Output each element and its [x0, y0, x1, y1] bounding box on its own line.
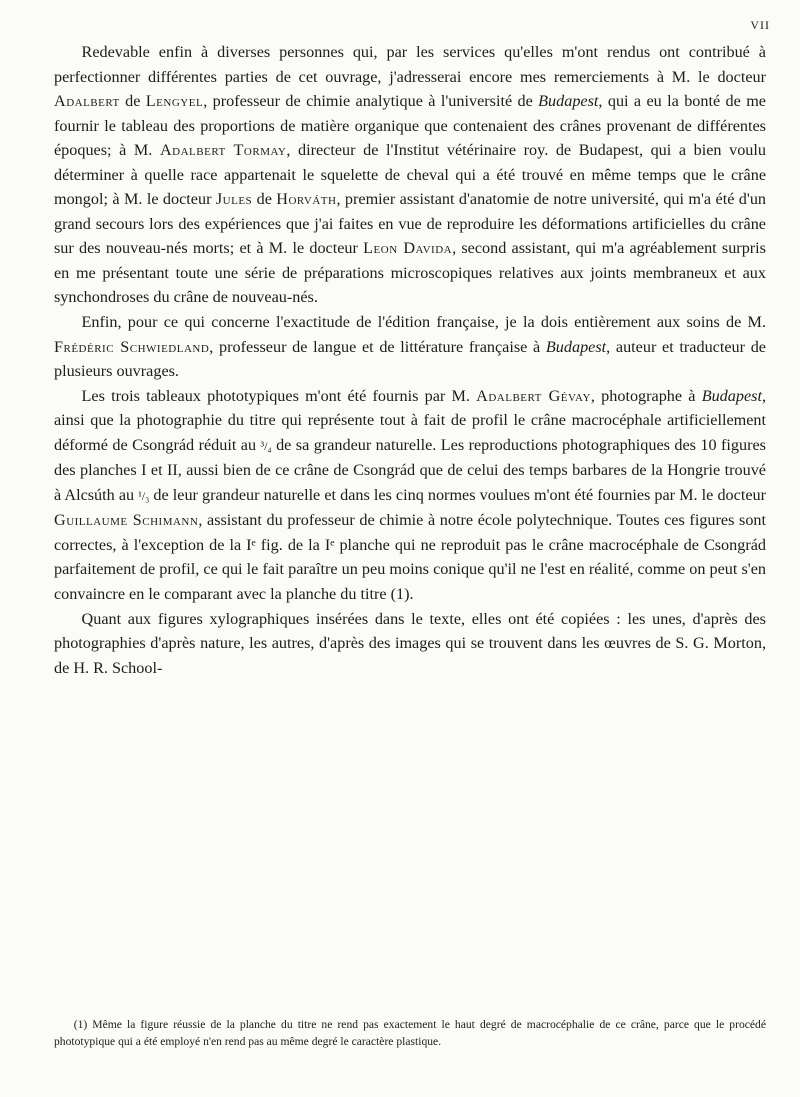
place-name: Budapest [545, 337, 607, 356]
place-name: Budapest [538, 92, 599, 111]
body-text [54, 40, 766, 680]
person-name: Horváth [276, 190, 337, 209]
person-name: Lengyel [145, 92, 204, 111]
person-name: Jules [215, 190, 253, 209]
fraction: ³/₄ [260, 438, 272, 453]
footnote: (1) Même la figure réussie de la planche du titre ne rend pas exactement le haut degré de macrocéphalie de ce crâne, parce que le procédé phototypique qui a été employé n'en rend pas au même degré le caractère plastique. [54, 1018, 766, 1048]
paragraph-xylographs: Quant aux figures xylographiques insérées dans le texte, elles ont été copiées : les unes, d'après des photographies d'après nature, les autres, d'après des images qui se trouvent dans les œuvres de S. G. Morton, de H. R. School- [54, 609, 766, 677]
person-name: Adalbert Gévay [476, 386, 591, 405]
person-name: Adalbert Tormay [159, 141, 287, 160]
person-name: Adalbert [54, 92, 120, 111]
fraction: ¹/₃ [138, 488, 150, 503]
paragraph-acknowledgements: Redevable enfin à diverses personnes qui, par les services qu'elles m'ont rendus ont contribué à perfectionner différentes parties de cet ouvrage, j'adresserai encore mes remerciements à M. le docteur Adalbert de Lengyel, professeur de chimie analytique à l'université de Budapest, qui a eu la bonté de me fournir le tableau des proportions de matière organique que contenaient des crânes provenant de différentes époques; à M. Adalbert Tormay, directeur de l'Institut vétérinaire roy. de Budapest, qui a bien voulu déterminer à quelle race appartenait le squelette de cheval qui a été trouvé en même temps que le crâne mongol; à M. le docteur Jules de Horváth, premier assistant d'anatomie de notre université, qui m'a été d'un grand secours lors des expériences que j'ai faites en vue de reproduire les déformations artificielles du crâne sur des nouveau-nés morts; et à M. le docteur Leon Davida, second assistant, qui m'a agréablement surpris en me présentant toute une série de préparations microscopiques relatives aux joints membraneux et aux synchondroses du crâne de nouveau-nés. [54, 43, 767, 307]
place-name: Budapest [701, 386, 762, 405]
person-name: Leon Davida [363, 239, 453, 258]
person-name: Frédéric Schwiedland [54, 337, 210, 356]
paragraph-phototypes: Les trois tableaux phototypiques m'ont été fournis par M. Adalbert Gévay, photographe à Budapest, ainsi que la photographie du titre qui représente tout à fait de profil le crâne macrocéphale artificiellement déformé de Csongrád réduit au ³/₄ de sa grandeur naturelle. Les reproductions photographiques des 10 figures des planches I et II, aussi bien de ce crâne de Csongrád que de celui des temps barbares de la Hongrie trouvé à Alcsúth au ¹/₃ de leur grandeur naturelle et dans les cinq normes voulues m'ont été fournies par M. le docteur Guillaume Schimann, assistant du professeur de chimie à notre école polytechnique. Toutes ces figures sont correctes, à l'exception de la Iᵉ fig. de la Iᵉ planche qui ne reproduit pas le crâne macrocéphale de Csongrád parfaitement de profil, ce qui le fait paraître un peu moins conique qu'il ne l'est en réalité, comme on peut s'en convaincre en le comparant avec la planche du titre (1). [54, 386, 766, 604]
paragraph-french-edition: Enfin, pour ce qui concerne l'exactitude de l'édition française, je la dois entièrement aux soins de M. Frédéric Schwiedland, professeur de langue et de littérature française à Budapest, auteur et traducteur de plusieurs ouvrages. [54, 313, 766, 381]
person-name: Guillaume Schimann [54, 511, 199, 530]
page-number: VII [750, 18, 770, 32]
